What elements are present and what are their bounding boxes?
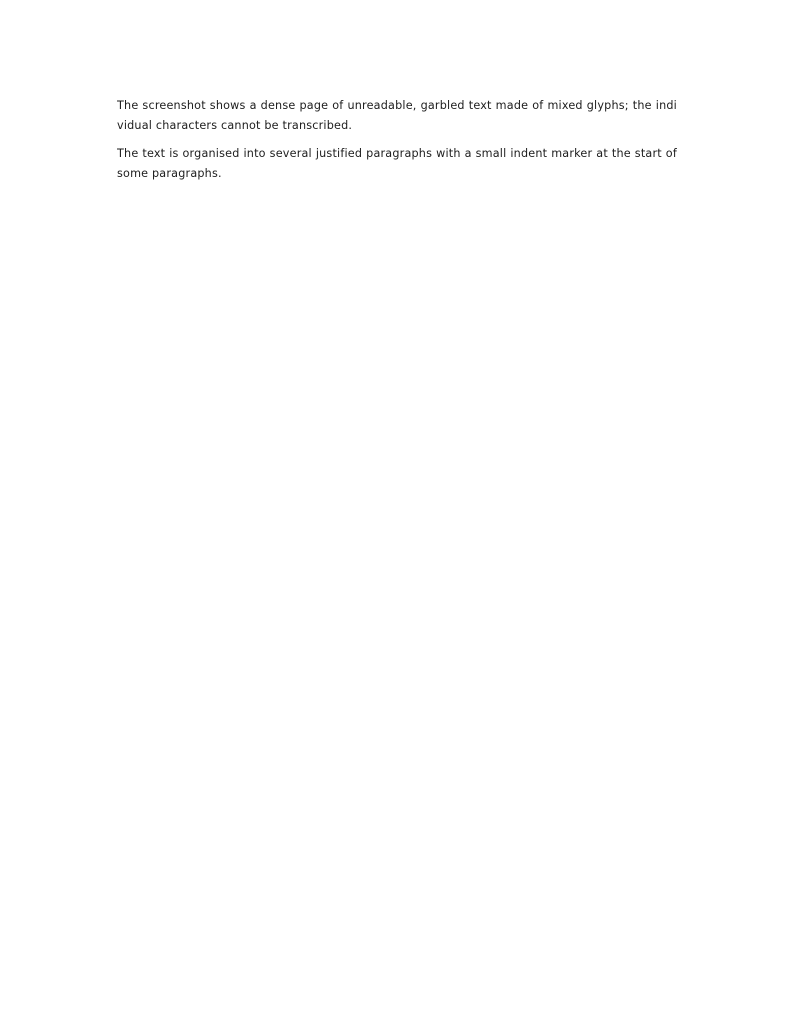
paragraph-2: The text is organised into several justified paragraphs with a small indent marker at the start of some paragraphs.: [117, 147, 677, 180]
paragraph-1: The screenshot shows a dense page of unreadable, garbled text made of mixed glyphs; the individual characters cannot be transcribed.: [117, 99, 677, 132]
document-page: [117, 96, 677, 926]
